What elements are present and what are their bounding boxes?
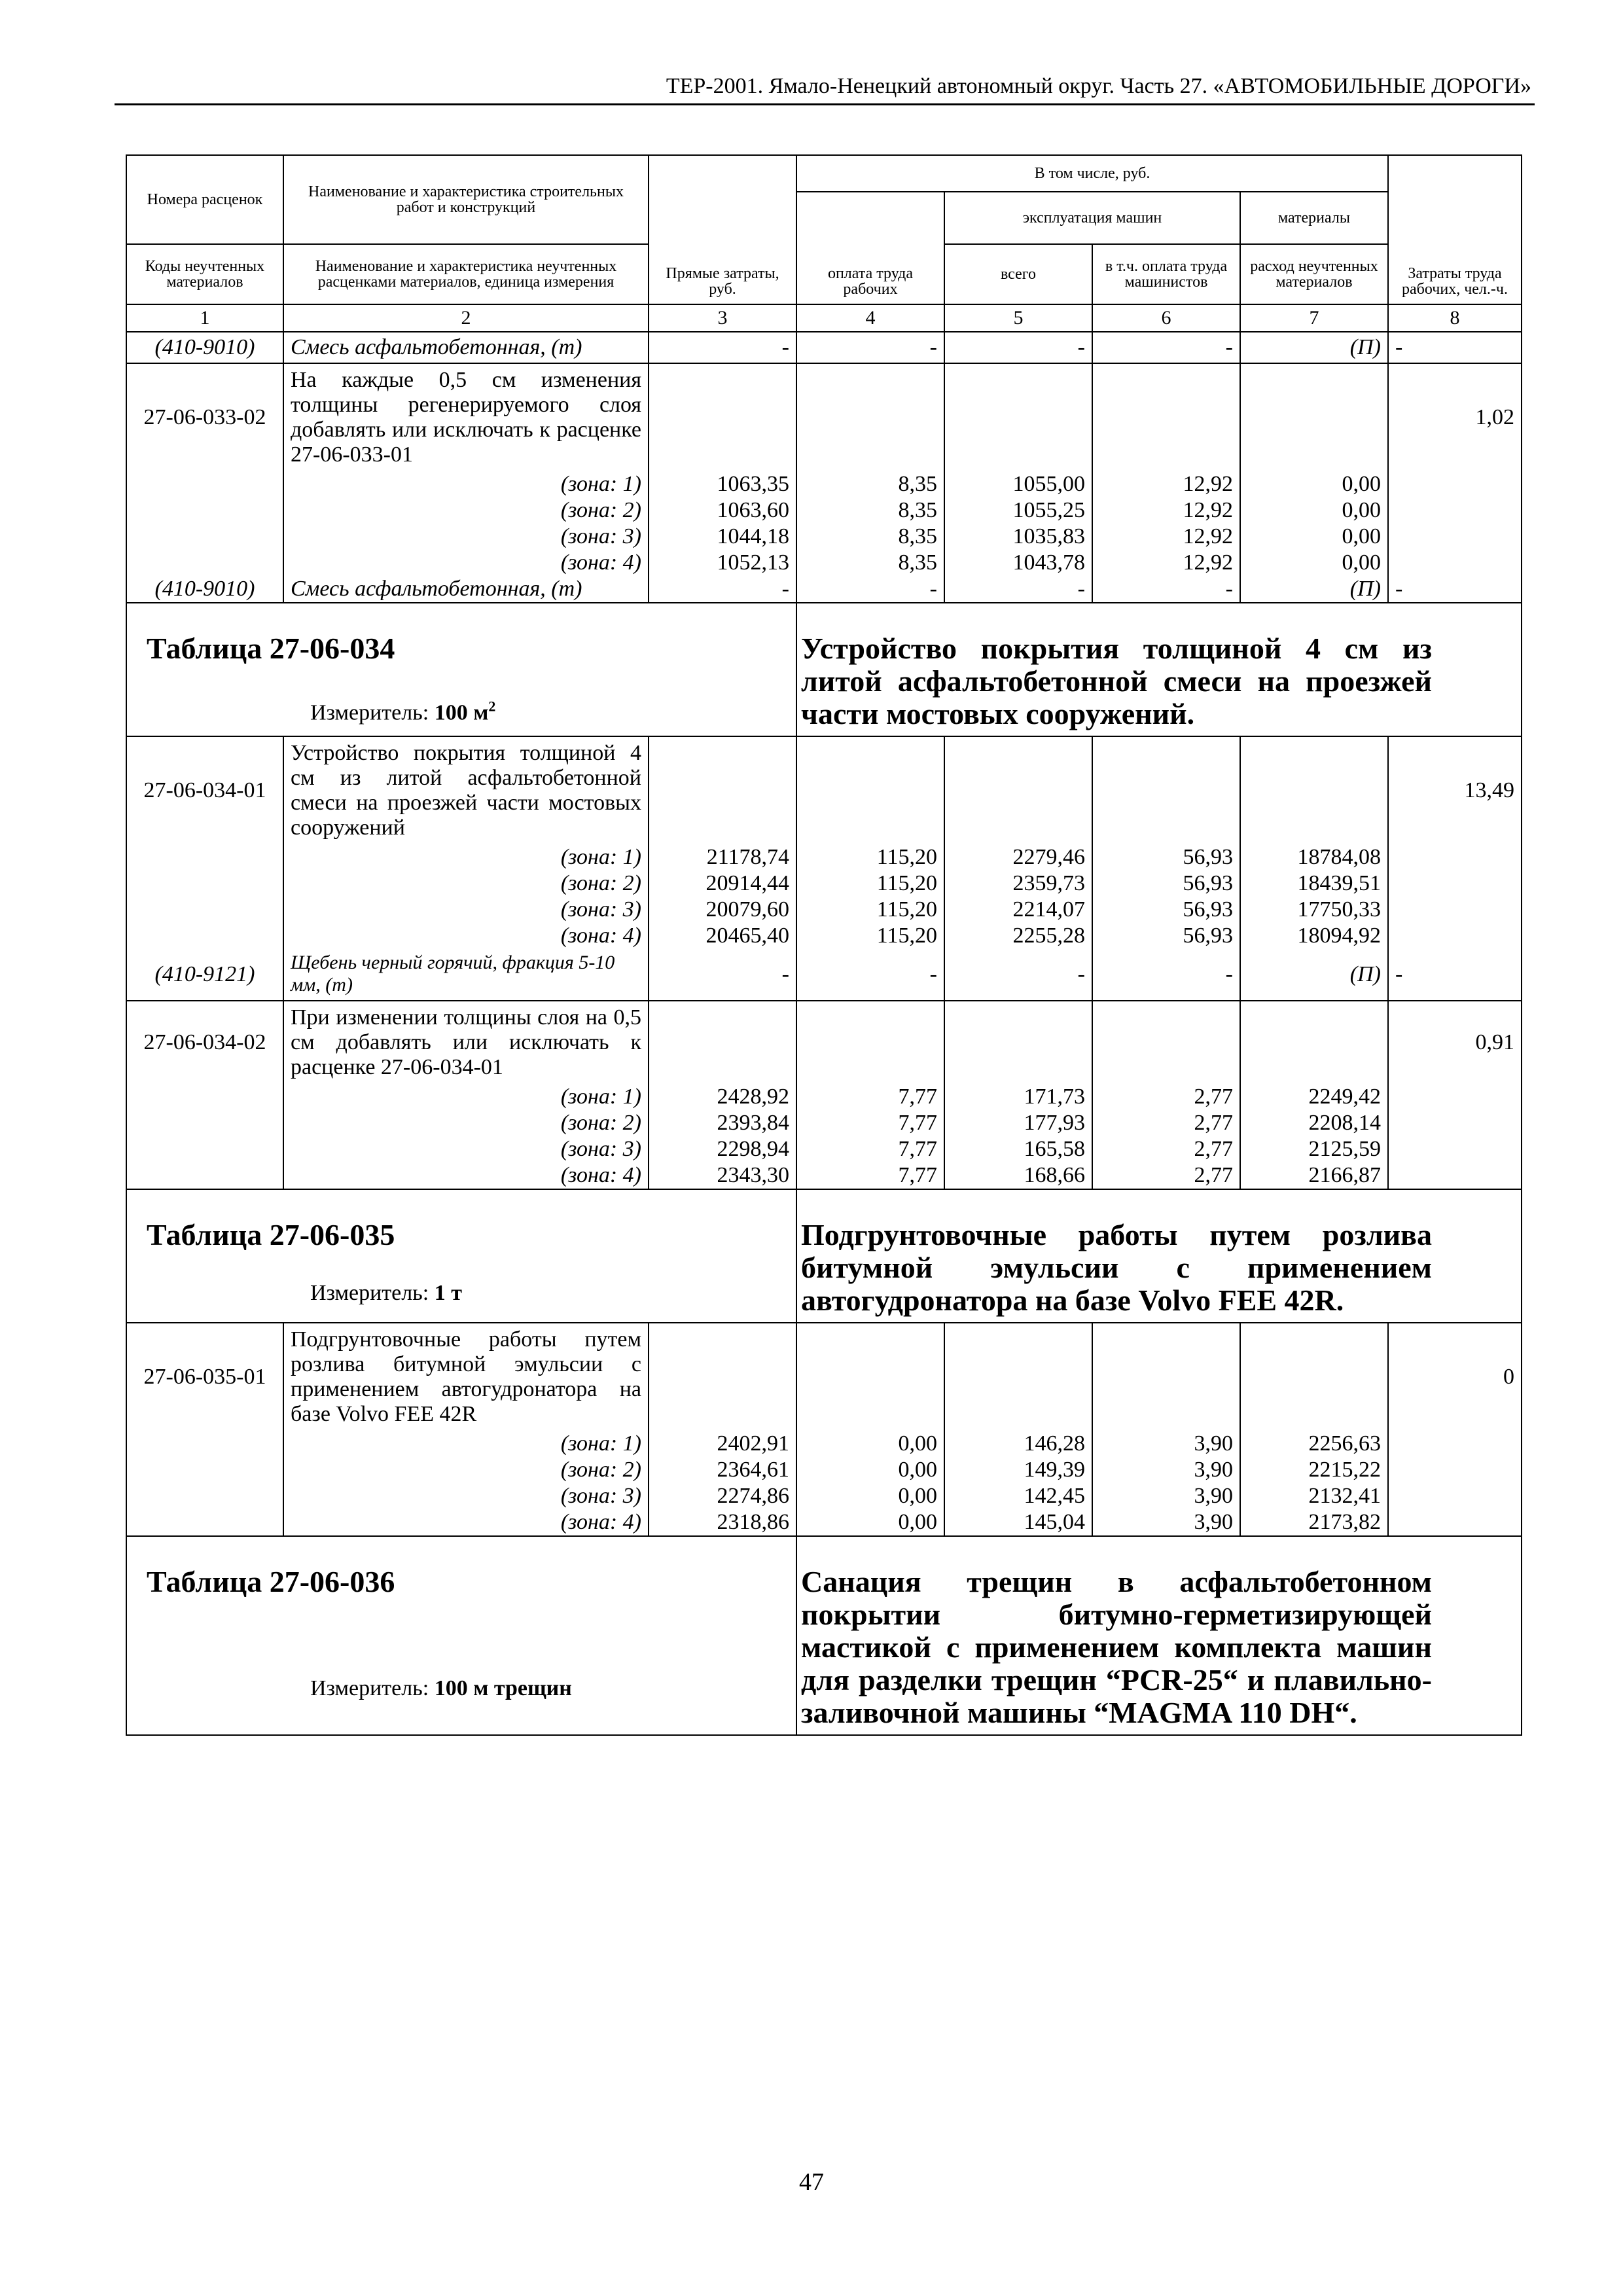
rate-row: 27-06-034-01 Устройство покрытия толщиной 4 см из литой асфальтобетонной смеси на проезжей части мостовых сооружений 13,49 [126, 736, 1522, 844]
column-numbers-row: 1 2 3 4 5 6 7 8 [126, 304, 1522, 332]
table-section-heading [126, 603, 1522, 736]
table-section-heading [126, 1536, 1522, 1735]
material-row: (410-9121) Щебень черный горячий, фракция 5-10 мм, (т) - - - - (П) - [126, 949, 1522, 1001]
table-description: Санация трещин в асфальтобетонном покрытии битумно-герметизирующей мастикой с применением комплекта машин для разделки трещин “PCR-25“ и плавильно-заливочной машины “MAGMA 110 DH“. [801, 1565, 1432, 1729]
rate-row: 27-06-034-02 При изменении толщины слоя на 0,5 см добавлять или исключать к расценке 27-06-034-01 0,91 [126, 1001, 1522, 1084]
table-description: Подгрунтовочные работы путем розлива битумной эмульсии с применением автогудронатора на базе Volvo FEE 42R. [801, 1218, 1432, 1317]
measure-unit: Измеритель: 100 м трещин [310, 1676, 572, 1700]
col3-header: Прямые затраты, руб. [649, 155, 796, 304]
table-title: Таблица 27-06-034 [147, 632, 395, 665]
table-title: Таблица 27-06-036 [147, 1565, 395, 1598]
zone-row: (зона: 4) 1052,13 8,35 1043,78 12,92 0,00 [126, 550, 1522, 576]
material-row: (410-9010) Смесь асфальтобетонная, (т) - - - - (П) - [126, 332, 1522, 363]
table-description: Устройство покрытия толщиной 4 см из литой асфальтобетонной смеси на проезжей части мостовых сооружений. [801, 632, 1432, 730]
col8-header: Затраты труда рабочих, чел.-ч. [1388, 155, 1522, 304]
col5-header: всего [944, 244, 1092, 304]
measure-unit: Измеритель: 1 т [310, 1281, 462, 1305]
group-machines-header: эксплуатация машин [944, 192, 1240, 244]
zone-row: (зона: 4) 2343,30 7,77 168,66 2,77 2166,87 [126, 1162, 1522, 1189]
rate-row: 27-06-033-02 На каждые 0,5 см изменения толщины регенерируемого слоя добавлять или исключать к расценке 27-06-033-01 1,02 [126, 363, 1522, 471]
col4-header: оплата труда рабочих [796, 192, 944, 304]
zone-row: (зона: 4) 2318,86 0,00 145,04 3,90 2173,82 [126, 1509, 1522, 1536]
zone-row: (зона: 1) 1063,35 8,35 1055,00 12,92 0,00 [126, 471, 1522, 497]
col7-header: расход неучтенных материалов [1240, 244, 1388, 304]
col2-bottom-header: Наименование и характеристика неучтенных расценками материалов, единица измерения [283, 244, 649, 304]
running-header: ТЕР-2001. Ямало-Ненецкий автономный округ. Часть 27. «АВТОМОБИЛЬНЫЕ ДОРОГИ» [666, 74, 1531, 98]
col6-header: в т.ч. оплата труда машинистов [1092, 244, 1240, 304]
group-incl-header: В том числе, руб. [796, 155, 1388, 192]
zone-row: (зона: 1) 2428,92 7,77 171,73 2,77 2249,42 [126, 1084, 1522, 1110]
page-number: 47 [799, 2168, 824, 2196]
group-materials-header: материалы [1240, 192, 1388, 244]
col2-top-header: Наименование и характеристика строительных работ и конструкций [283, 155, 649, 244]
zone-row: (зона: 3) 2274,86 0,00 142,45 3,90 2132,41 [126, 1483, 1522, 1509]
table-title: Таблица 27-06-035 [147, 1218, 395, 1251]
zone-row: (зона: 1) 2402,91 0,00 146,28 3,90 2256,63 [126, 1431, 1522, 1457]
rate-row: 27-06-035-01 Подгрунтовочные работы путем розлива битумной эмульсии с применением автогудронатора на базе Volvo FEE 42R 0 [126, 1323, 1522, 1431]
col1-top-header: Номера расценок [126, 155, 283, 244]
zone-row: (зона: 2) 2393,84 7,77 177,93 2,77 2208,14 [126, 1110, 1522, 1136]
price-table [126, 154, 1522, 1736]
zone-row: (зона: 2) 20914,44 115,20 2359,73 56,93 18439,51 [126, 870, 1522, 897]
zone-row: (зона: 2) 1063,60 8,35 1055,25 12,92 0,00 [126, 497, 1522, 524]
col1-bottom-header: Коды неучтенных материалов [126, 244, 283, 304]
table-section-heading [126, 1189, 1522, 1323]
zone-row: (зона: 2) 2364,61 0,00 149,39 3,90 2215,22 [126, 1457, 1522, 1483]
zone-row: (зона: 3) 2298,94 7,77 165,58 2,77 2125,59 [126, 1136, 1522, 1162]
zone-row: (зона: 4) 20465,40 115,20 2255,28 56,93 18094,92 [126, 923, 1522, 949]
zone-row: (зона: 1) 21178,74 115,20 2279,46 56,93 18784,08 [126, 844, 1522, 870]
header-rule [115, 103, 1535, 105]
zone-row: (зона: 3) 1044,18 8,35 1035,83 12,92 0,00 [126, 524, 1522, 550]
measure-unit: Измеритель: 100 $м^2$ [310, 698, 496, 725]
material-row: (410-9010) Смесь асфальтобетонная, (т) - - - - (П) - [126, 576, 1522, 603]
zone-row: (зона: 3) 20079,60 115,20 2214,07 56,93 17750,33 [126, 897, 1522, 923]
